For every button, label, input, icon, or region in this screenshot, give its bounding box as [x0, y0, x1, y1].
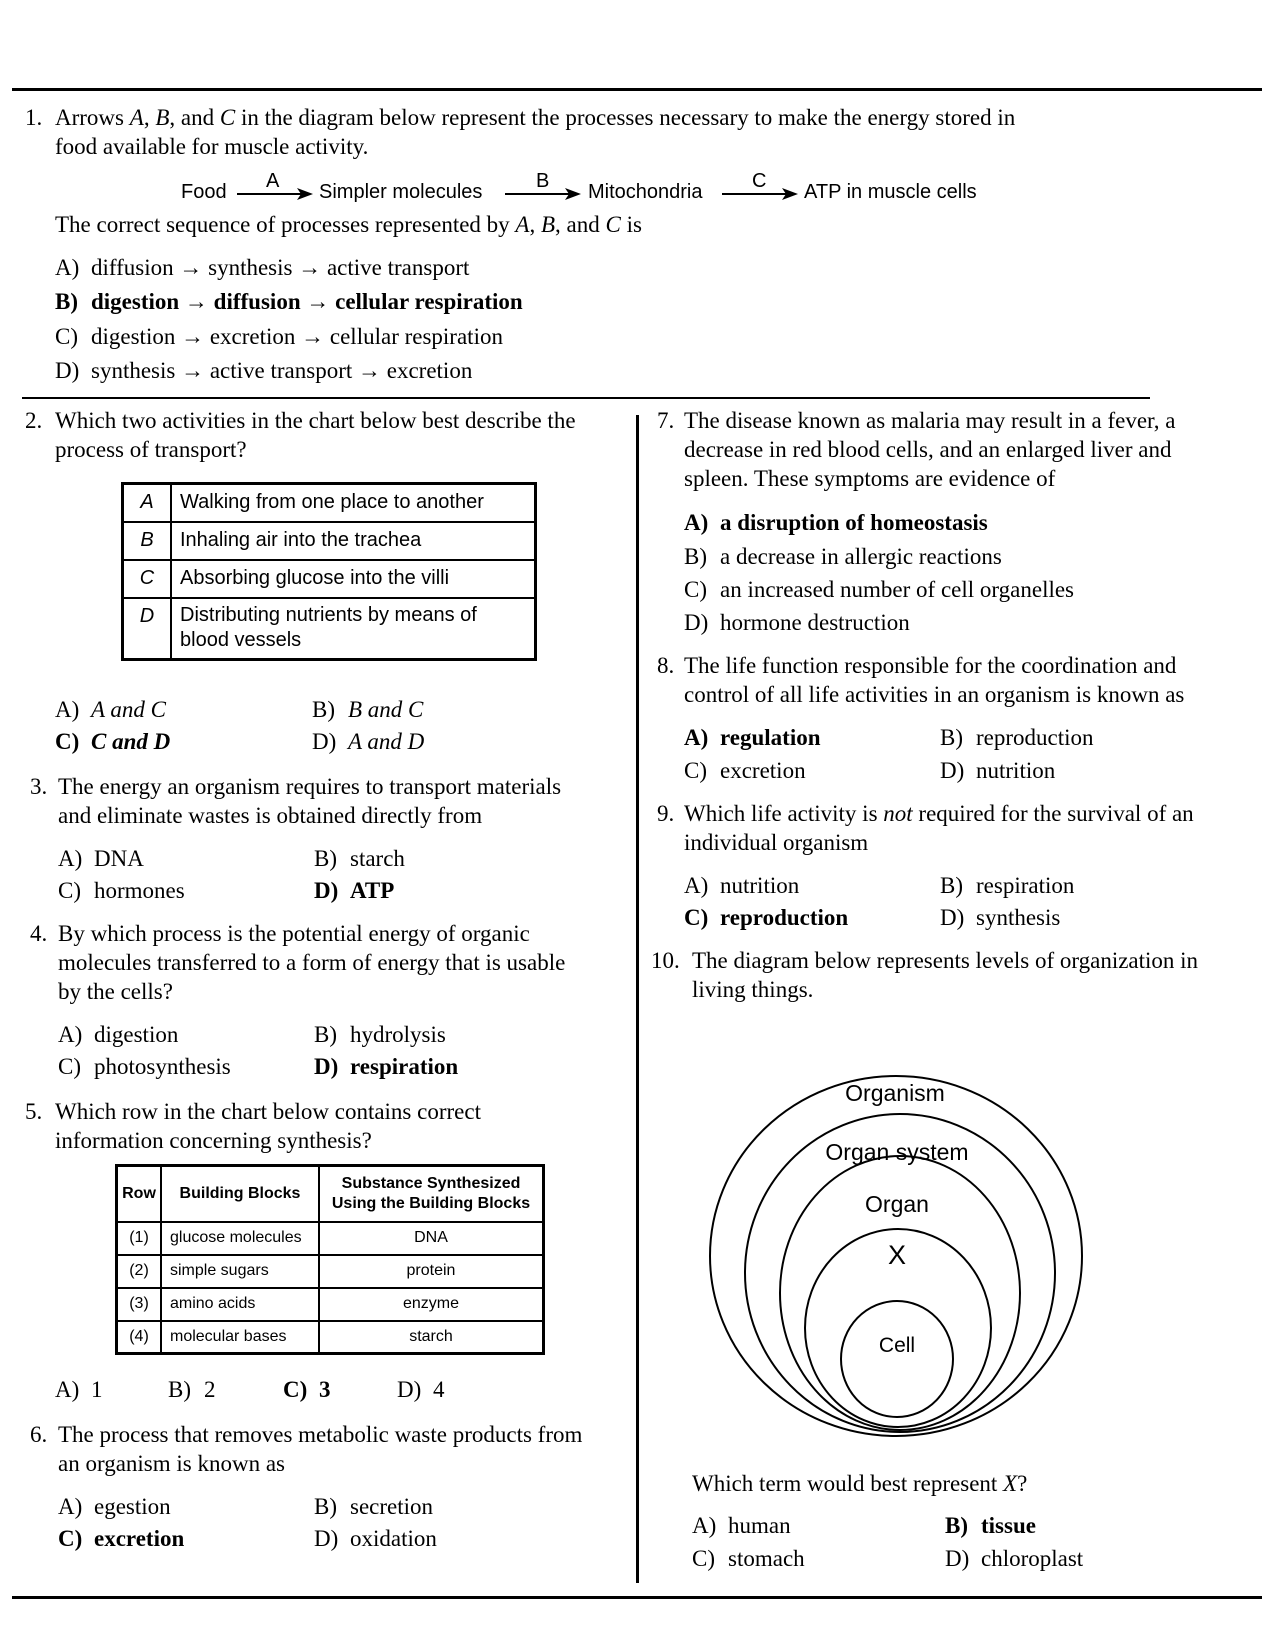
answer-option: D) hormone destruction	[684, 610, 910, 635]
chart-letter: B	[123, 522, 172, 560]
bottom-rule	[12, 1596, 1262, 1599]
answer-option: D) 4	[397, 1377, 445, 1402]
flow-food: Food	[181, 181, 227, 203]
answer-option-correct: C) C and D	[55, 729, 171, 754]
table-row: (1) glucose molecules DNA	[117, 1222, 544, 1255]
question-stem-line: Arrows A, B, and C in the diagram below represent the processes necessary to make the energy stored in	[55, 105, 1016, 130]
answer-option: A) digestion	[58, 1022, 179, 1047]
cell-circle	[841, 1301, 953, 1417]
organization-levels-diagram	[700, 1060, 1100, 1440]
chart-letter: A	[123, 484, 172, 522]
question-stem-line: The energy an organism requires to transport materials	[58, 774, 562, 799]
flow-mitochondria: Mitochondria	[588, 181, 703, 203]
question-stem-line: living things.	[692, 977, 814, 1002]
answer-option: C) hormones	[58, 878, 185, 903]
question-number: 7.	[657, 408, 675, 433]
question-stem-line: The diagram below represents levels of organization in	[692, 948, 1199, 973]
chart-activity: Absorbing glucose into the villi	[171, 560, 536, 598]
label-x: X	[887, 1240, 907, 1270]
question-number: 4.	[30, 921, 48, 946]
question-number: 10.	[651, 948, 680, 973]
flow-simpler-molecules: Simpler molecules	[319, 181, 483, 203]
answer-option: D) synthesis → active transport → excretion	[55, 358, 473, 383]
answer-option-correct: A) regulation	[684, 725, 821, 750]
question-stem-line: process of transport?	[55, 437, 247, 462]
answer-option-correct: D) respiration	[314, 1054, 459, 1079]
question-number: 5.	[25, 1099, 43, 1124]
answer-option-correct: C) 3	[283, 1377, 331, 1402]
question-stem-line: an organism is known as	[58, 1451, 286, 1476]
answer-option: A) nutrition	[684, 873, 800, 898]
label-cell: Cell	[878, 1334, 916, 1357]
question-prompt: Which term would best represent X?	[692, 1471, 1028, 1496]
question-stem-line: The life function responsible for the coordination and	[684, 653, 1177, 678]
answer-option: B) respiration	[940, 873, 1075, 898]
chart-activity: Distributing nutrients by means of blood vessels	[171, 598, 536, 660]
question-stem-line: By which process is the potential energy of organic	[58, 921, 530, 946]
question-stem-line: Which two activities in the chart below best describe the	[55, 408, 576, 433]
answer-option: D) synthesis	[940, 905, 1061, 930]
answer-option: B) secretion	[314, 1494, 434, 1519]
answer-option-correct: C) reproduction	[684, 905, 849, 930]
question-stem-line: Which life activity is not required for the survival of an	[684, 801, 1194, 826]
answer-option: B) starch	[314, 846, 405, 871]
label-organ: Organ	[865, 1191, 929, 1217]
answer-option-correct: A) a disruption of homeostasis	[684, 510, 988, 535]
answer-option: D) nutrition	[940, 758, 1056, 783]
answer-option: C) digestion → excretion → cellular respiration	[55, 324, 503, 349]
question-stem-line: decrease in red blood cells, and an enlarged liver and	[684, 437, 1172, 462]
answer-option: C) excretion	[684, 758, 806, 783]
question-stem-line: molecules transferred to a form of energy that is usable	[58, 950, 566, 975]
question-number: 9.	[657, 801, 675, 826]
answer-option: B) reproduction	[940, 725, 1094, 750]
answer-option: A) human	[692, 1513, 791, 1538]
answer-option: A) 1	[55, 1377, 103, 1402]
answer-option: A) egestion	[58, 1494, 171, 1519]
answer-option: D) A and D	[312, 729, 425, 754]
question-stem-line: and eliminate wastes is obtained directly from	[58, 803, 483, 828]
answer-option: A) A and C	[55, 697, 166, 722]
table-header-blocks: Building Blocks	[161, 1166, 319, 1222]
answer-option-correct: D) ATP	[314, 878, 395, 903]
answer-option: C) photosynthesis	[58, 1054, 231, 1079]
question-prompt: The correct sequence of processes represented by A, B, and C is	[55, 212, 642, 237]
answer-option-correct: C) excretion	[58, 1526, 185, 1551]
chart-letter: D	[123, 598, 172, 660]
chart-activity: Walking from one place to another	[171, 484, 536, 522]
question-stem-line: Which row in the chart below contains correct	[55, 1099, 481, 1124]
answer-option: A) diffusion → synthesis → active transport	[55, 255, 470, 280]
chart-activity: Inhaling air into the trachea	[171, 522, 536, 560]
answer-option: B) 2	[168, 1377, 216, 1402]
q1-divider-rule	[22, 397, 1150, 399]
flow-atp: ATP in muscle cells	[804, 181, 977, 203]
question-number: 3.	[30, 774, 48, 799]
question-stem-line: control of all life activities in an organism is known as	[684, 682, 1185, 707]
flow-label-a: A	[266, 170, 280, 192]
answer-option: A) DNA	[58, 846, 144, 871]
answer-option: D) oxidation	[314, 1526, 437, 1551]
answer-option: B) B and C	[312, 697, 424, 722]
question-stem-line: The process that removes metabolic waste products from	[58, 1422, 583, 1447]
answer-option-correct: B) digestion → diffusion → cellular respiration	[55, 289, 523, 314]
answer-option: D) chloroplast	[945, 1546, 1084, 1571]
flow-label-c: C	[752, 170, 767, 192]
table-row: (2) simple sugars protein	[117, 1255, 544, 1288]
question-stem-line: food available for muscle activity.	[55, 134, 369, 159]
column-divider	[636, 415, 639, 1583]
question-stem-line: spleen. These symptoms are evidence of	[684, 466, 1056, 491]
label-organ-system: Organ system	[825, 1139, 969, 1165]
question-number: 1.	[25, 105, 43, 130]
chart-letter: C	[123, 560, 172, 598]
activities-chart	[121, 482, 537, 661]
answer-option: B) a decrease in allergic reactions	[684, 544, 1002, 569]
synthesis-table	[115, 1164, 545, 1355]
table-row: (4) molecular bases starch	[117, 1321, 544, 1354]
answer-option: B) hydrolysis	[314, 1022, 446, 1047]
label-organism: Organism	[845, 1080, 945, 1106]
table-header-substance: Substance Synthesized Using the Building Blocks	[319, 1166, 544, 1222]
question-number: 2.	[25, 408, 43, 433]
question-stem-line: information concerning synthesis?	[55, 1128, 372, 1153]
question-number: 8.	[657, 653, 675, 678]
table-header-row: Row	[117, 1166, 162, 1222]
arrow-c-icon	[722, 188, 798, 200]
flow-label-b: B	[536, 170, 550, 192]
question-stem-line: by the cells?	[58, 979, 173, 1004]
arrow-a-icon	[237, 188, 313, 200]
answer-option: C) an increased number of cell organelles	[684, 577, 1075, 602]
answer-option: C) stomach	[692, 1546, 805, 1571]
answer-option-correct: B) tissue	[945, 1513, 1036, 1538]
question-number: 6.	[30, 1422, 48, 1447]
arrow-b-icon	[505, 188, 581, 200]
question-stem-line: individual organism	[684, 830, 869, 855]
table-row: (3) amino acids enzyme	[117, 1288, 544, 1321]
question-stem-line: The disease known as malaria may result in a fever, a	[684, 408, 1176, 433]
top-rule	[12, 88, 1262, 91]
